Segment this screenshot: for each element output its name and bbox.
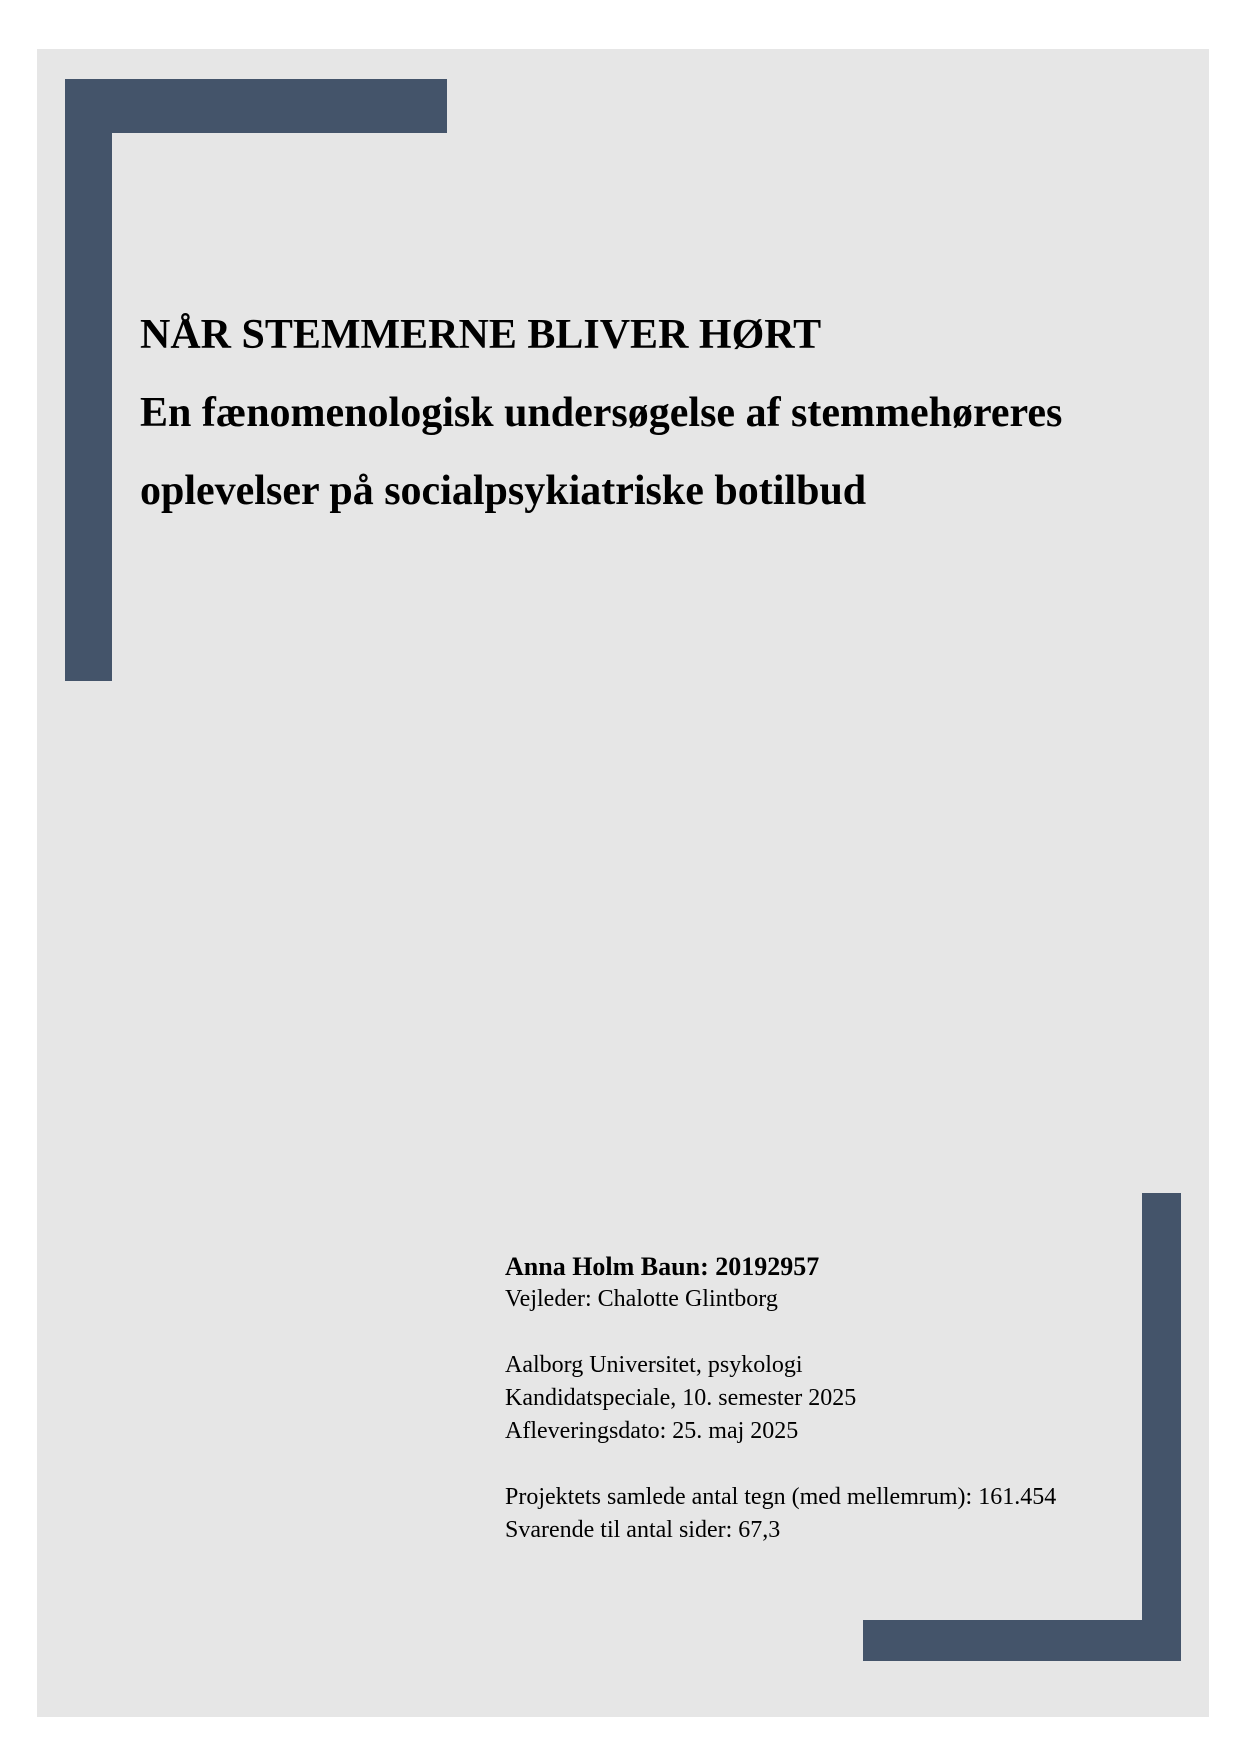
author: Anna Holm Baun: 20192957 <box>505 1252 820 1281</box>
due-date: Afleveringsdato: 25. maj 2025 <box>505 1418 799 1444</box>
bottom-right-bracket-horizontal <box>863 1620 1181 1661</box>
subtitle-line-2: oplevelser på socialpsykiatriske botilbud <box>140 468 867 514</box>
top-left-bracket-horizontal <box>65 79 447 133</box>
info-block <box>505 1250 1056 1547</box>
supervisor: Vejleder: Chalotte Glintborg <box>505 1286 778 1312</box>
university: Aalborg Universitet, psykologi <box>505 1352 803 1378</box>
top-left-bracket-vertical <box>65 79 112 681</box>
bottom-right-bracket-vertical <box>1142 1193 1181 1661</box>
page-count: Svarende til antal sider: 67,3 <box>505 1517 781 1543</box>
char-count: Projektets samlede antal tegn (med mellemrum): 161.454 <box>505 1484 1057 1510</box>
program: Kandidatspeciale, 10. semester 2025 <box>505 1385 857 1411</box>
subtitle-line-1: En fænomenologisk undersøgelse af stemmehøreres <box>140 390 1063 436</box>
main-title: NÅR STEMMERNE BLIVER HØRT <box>140 312 822 358</box>
